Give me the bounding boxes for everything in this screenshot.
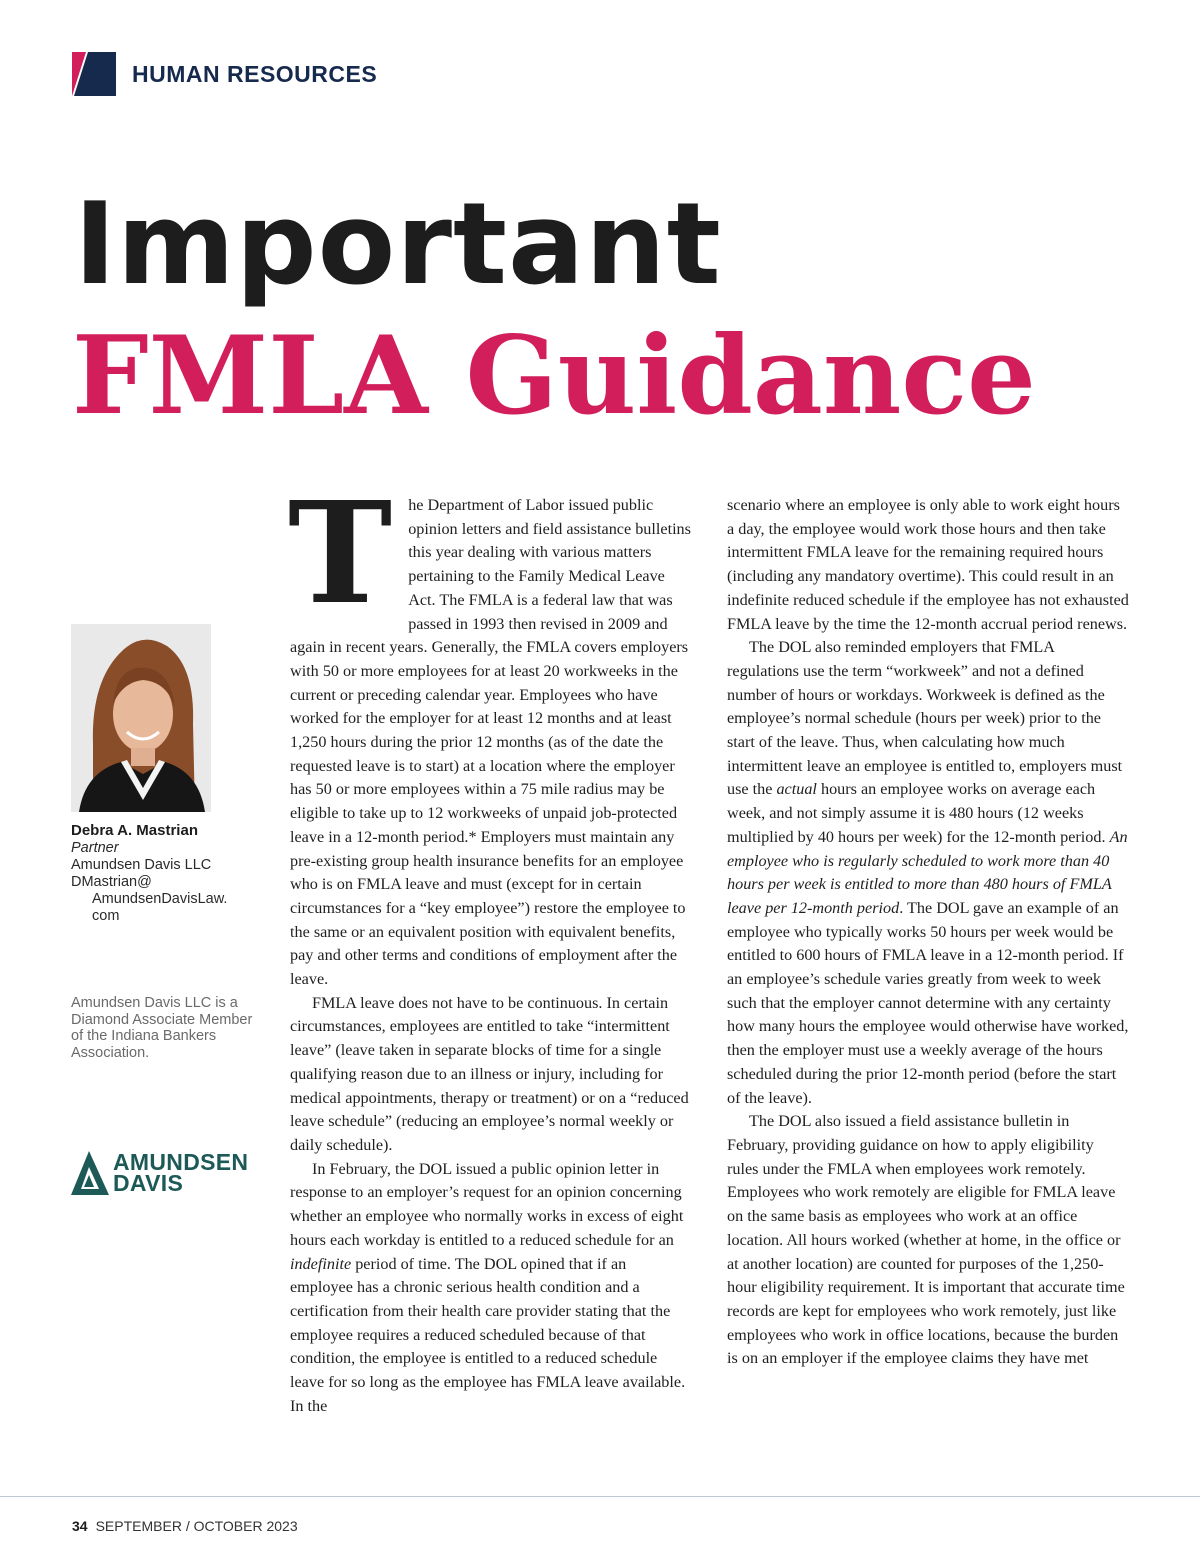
title-line-2: FMLA Guidance (72, 313, 1036, 439)
logo-text (113, 1149, 249, 1196)
author-role: Partner (71, 840, 119, 856)
title-line-1: Important (74, 178, 722, 310)
emphasis-text: An employee who is regularly scheduled to work more than 40 hours per week is entitled to more than 480 hours of FMLA leave per 12-month period (727, 827, 1128, 917)
article-column-1 (288, 472, 692, 1418)
author-email-line-3: com (92, 908, 120, 924)
paragraph: The DOL also issued a field assistance bulletin in February, providing guidance on how to apply eligibility rules under the FMLA when employees work remotely. Employees who work remotely are eligible for FMLA leave on the same basis as employees who work at an office location. All hours worked (whether at home, in the office or at another location) are counted for purposes of the 1,250-hour eligibility requirement. It is important that accurate time records are kept for employees who work remotely, just like employees who work in office locations, because the burden is on an employer if the employee claims they have met (727, 1112, 1125, 1368)
author-sidebar (71, 624, 261, 1195)
issue-date: SEPTEMBER / OCTOBER 2023 (95, 1518, 298, 1534)
footer-divider (0, 1496, 1200, 1497)
paragraph-text: . The DOL gave an example of an employee who typically works 50 hours per week would be entitled to 600 hours of FMLA leave in a 12-month period. If an employee’s schedule varies greatly from week to week such that the employer cannot determine with any certainty how many hours the employee would otherwise have worked, then the employer must use a weekly average of the hours scheduled during the prior 12-month period (before the start of the leave). (727, 898, 1129, 1107)
author-name: Debra A. Mastrian (71, 822, 198, 839)
paragraph (290, 1158, 692, 1419)
paragraph-text: period of time. The DOL opined that if an employee has a chronic serious health condition and a certification from their health care provider stating that the employee requires a reduced scheduled because of that condition, the employee is entitled to a reduced schedule leave for so long as the employee has FMLA leave available. In the (290, 1254, 686, 1415)
article-column-2 (727, 494, 1129, 1371)
paragraph (288, 472, 692, 992)
paragraph-text: The DOL also reminded employers that FMLA regulations use the term “workweek” and not a defined number of hours or workdays. Workweek is defined as the employee’s normal schedule (hours per week) prior to the start of the leave. Thus, when calculating how much intermittent leave an employee is entitled to, employers must use the (727, 638, 1123, 799)
paragraph (727, 636, 1129, 1110)
author-firm: Amundsen Davis LLC (71, 857, 212, 873)
logo-mark-icon (71, 1151, 109, 1195)
drop-cap: T (288, 472, 393, 636)
paragraph: scenario where an employee is only able to work eight hours a day, the employee would work those hours and then take intermittent FMLA leave for the remaining required hours (including any mandatory overtime). This could result in an indefinite reduced schedule if the employee has not exhausted FMLA leave by the time the 12-month accrual period renews. (727, 496, 1129, 633)
member-note: Amundsen Davis LLC is a Diamond Associate Member of the Indiana Bankers Association. (71, 995, 253, 1061)
paragraph: FMLA leave does not have to be continuous. In certain circumstances, employees are entitled to take “intermittent leave” (leave taken in separate blocks of time for a single qualifying reason due to an illness or injury, including for medical appointments, therapy or treatment) or on a “reduced leave schedule” (reducing an employee’s normal weekly or daily schedule). (290, 993, 689, 1154)
section-label: HUMAN RESOURCES (132, 60, 378, 87)
author-email-line-1: DMastrian@ (71, 874, 152, 890)
author-photo (71, 624, 211, 812)
page-number: 34 (72, 1518, 88, 1534)
paragraph-text: In February, the DOL issued a public opinion letter in response to an employer’s request for an opinion concerning whether an employee who normally works in excess of eight hours each workday is entitled to a reduced schedule for an (290, 1159, 684, 1249)
paragraph-text: hours an employee works on average each week, and not simply assume it is 480 hours (12 weeks multiplied by 40 hours per week) for the 12-month period. (727, 780, 1110, 846)
emphasis-text: actual (776, 780, 817, 799)
logo-text-line-2: DAVIS (113, 1170, 184, 1196)
section-header (72, 52, 377, 96)
page-footer (72, 1518, 298, 1534)
author-email-line-2: AmundsenDavisLaw. (92, 891, 228, 907)
emphasis-text: indefinite (290, 1254, 352, 1273)
paragraph-text: he Department of Labor issued public opinion letters and field assistance bulletins this year dealing with various matters pertaining to the Family Medical Leave Act. The FMLA is a federal law that was passed in 1993 then revised in 2009 and again in recent years. Generally, the FMLA covers employers with 50 or more employees for at least 20 workweeks in the current or preceding calendar year. Employees who have worked for the employer for at least 12 months and at least 1,250 hours during the prior 12 months (as of the date the requested leave is to start) at a location where the employer has 50 or more employees within a 75 mile radius may be eligible to take up to 12 workweeks of unpaid job-protected leave in a 12-month period.* Employers must maintain any pre-existing group health insurance benefits for an employee who is on FMLA leave and must (except for in certain circumstances for a “key employee”) restore the employee to the same or an equivalent position with equivalent benefits, pay and other terms and conditions of employment after the leave. (290, 496, 691, 989)
author-email[interactable] (71, 874, 261, 925)
logo-text-line-1: AMUNDSEN (113, 1149, 249, 1175)
amundsen-davis-logo (71, 1151, 261, 1195)
section-tag-icon (72, 52, 116, 96)
